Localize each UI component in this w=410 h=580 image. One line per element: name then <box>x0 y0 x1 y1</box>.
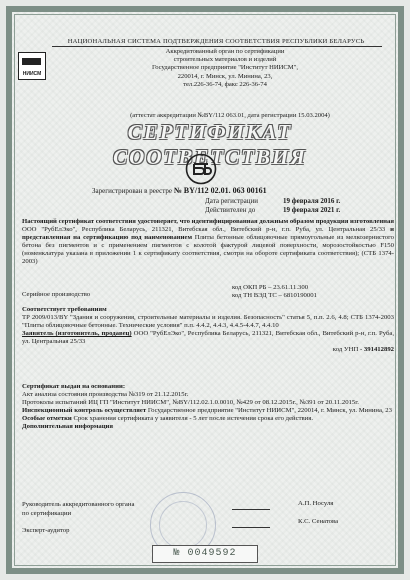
manufacturer-text: ООО "РубЕлЭко", Республика Беларусь, 211321, Витебская обл., Витебский р-н, г.п. Руба, ул. Центральная 25/33 <box>22 226 386 234</box>
registry-number: № BY/112 02.01. 063 00161 <box>173 186 267 195</box>
head-label-2: по сертификации <box>22 510 72 517</box>
registry-row <box>92 186 392 195</box>
basis-item: Протоколы испытаний ИЦ ГП "Институт НИИСМ", №BY/112.02.1.0.0010, №429 от 08.12.2015г., №391 от 20.11.2015г. <box>22 399 359 407</box>
national-system-title: НАЦИОНАЛЬНАЯ СИСТЕМА ПОДТВЕРЖДЕНИЯ СООТВЕТСТВИЯ РЕСПУБЛИКИ БЕЛАРУСЬ <box>67 38 365 45</box>
header-divider <box>52 46 382 47</box>
org-line: строительных материалов и изделий <box>173 56 277 64</box>
registration-date-label: Дата регистрации <box>205 197 259 205</box>
requirements-block <box>22 306 394 355</box>
product-intro: и представленная на сертификацию под наименованием <box>22 226 395 242</box>
unp-value: 391412892 <box>363 346 394 354</box>
unp-label: код УНП - <box>332 346 363 354</box>
head-signature-line <box>232 509 270 510</box>
registry-label: Зарегистрирован в реестре <box>92 187 172 195</box>
product-description: Плиты бетонные облицовочные прямоугольные из мелкозернистого бетона без пигментов и с применением пигментов с колотой фактурой лицевой поверхности, морозостойкостью F150 (номенклатура указана в приложении 1 к сертификату соответствия, смотри на обороте сертификата соответствия); (СТБ 1374-2003) <box>22 234 394 266</box>
applicant-text: ООО "РубЕлЭко", Республика Беларусь, 211321, Витебская обл., Витебский р-н, г.п. Руба, ул. Центральная 25/33 <box>22 330 394 346</box>
basis-item: Акт анализа состояния производства №319 от 21.12.2015г. <box>22 391 189 399</box>
conformity-mark-icon <box>185 153 217 185</box>
basis-title: Сертификат выдан на основании: <box>22 383 126 390</box>
unp-row <box>22 346 394 354</box>
special-row <box>22 415 394 423</box>
inspection-row <box>22 407 394 415</box>
org-line: 220014, г. Минск, ул. Минина, 23, <box>177 72 273 80</box>
special-label: Особые отметки <box>22 415 72 423</box>
dates-block <box>205 197 385 215</box>
serial-production: Серийное производство <box>22 291 91 298</box>
additional-info: Дополнительная информация <box>22 423 114 431</box>
serial-number: № 0049592 <box>152 545 258 563</box>
product-codes <box>232 284 392 300</box>
head-label: Руководитель аккредитованного органа <box>22 501 135 508</box>
basis-block <box>22 383 394 432</box>
logo-text: НИИСМ <box>22 71 42 77</box>
niism-logo <box>18 52 46 80</box>
requirements-text: ТР 2009/013/BY "Здания и сооружения, строительные материалы и изделия. Безопасность" статья 5, п.п. 2.6, 4.8; СТБ 1374-2003 "Плиты облицовочные бетонные. Технические условия" п.п. 4.4.2, 4.4.3, 4.4.5-4.4.7, 4.4.10 <box>22 314 394 330</box>
requirements-title: Соответствует требованиям <box>22 306 107 313</box>
signatures-block <box>22 500 394 535</box>
issuing-organization <box>60 48 390 89</box>
org-line: тел.226-36-74, факс 226-36-74 <box>183 80 267 88</box>
inspection-text: Государственное предприятие "Институт НИИСМ", 220014, г. Минск, ул. Минина, 23 <box>147 407 392 415</box>
valid-until-label: Действителен до <box>205 206 256 214</box>
okp-code: код ОКП РБ – 23.61.11.300 <box>232 284 309 291</box>
expert-signature-line <box>232 527 270 528</box>
org-line: Государственное предприятие "Институт НИИСМ", <box>151 64 299 72</box>
valid-until-row <box>205 206 385 215</box>
applicant-label: Заявитель (изготовитель, продавец) <box>22 330 132 338</box>
org-line: Аккредитованный орган по сертификации <box>165 48 285 55</box>
tnved-code: код ТН ВЭД ТС – 6810190001 <box>232 292 317 300</box>
certification-statement <box>22 218 394 267</box>
inspection-label: Инспекционный контроль осуществляет <box>22 407 147 415</box>
applicant-row <box>22 330 394 346</box>
logo-bar-icon <box>22 58 41 65</box>
registration-date: 19 февраля 2016 г. <box>283 197 341 205</box>
special-text: Срок хранения сертификата у заявителя - 5 лет после истечения срока его действия. <box>73 415 314 423</box>
certificate-title: СЕРТИФИКАТ СООТВЕТСТВИЯ <box>113 120 307 169</box>
intro-text: Настоящий сертификат соответствия удостоверяет, что идентифицированная должным образом продукция изготовленная <box>22 218 394 225</box>
accreditation-line: (аттестат аккредитации №BY/112 063.01, дата регистрации 15.03.2004) <box>130 112 330 119</box>
registration-date-row <box>205 197 385 206</box>
expert-name: К.С. Сенатова <box>298 518 339 525</box>
expert-label: Эксперт-аудитор <box>22 527 70 534</box>
valid-until-date: 19 февраля 2021 г. <box>283 206 341 214</box>
head-name: А.П. Носуля <box>298 500 334 507</box>
